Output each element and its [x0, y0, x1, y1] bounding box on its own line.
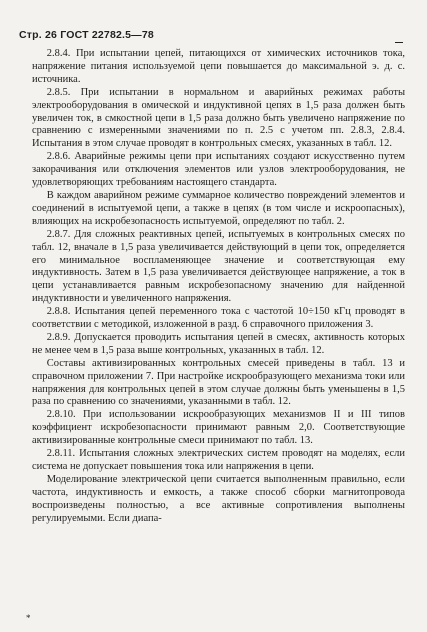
paragraph-2-8-4: 2.8.4. При испытании цепей, питающихся от химических источников тока, напряжение питания используемой цепи повышается до максимальной э. д. с. источника. — [32, 48, 405, 85]
page-header — [19, 29, 154, 41]
paragraph-2-8-8: 2.8.8. Испытания цепей переменного тока с частотой 10÷150 кГц проводят в соответствии с методикой, изложенной в разд. 6 справочного приложения 3. — [32, 306, 405, 331]
paragraph-2-8-11: 2.8.11. Испытания сложных электрических систем проводят на моделях, если система не допускает повышения тока или напряжения в цепи. — [32, 448, 405, 472]
paragraph-modeling: Моделирование электрической цепи считается выполненным правильно, если частота, индуктивность и емкость, а также способ сборки магнитопровода воспроизведены полностью, а все активные сопротивления выполнены регулируемыми. Если диапа- — [32, 473, 405, 524]
margin-mark: * — [26, 613, 31, 623]
standard-number: ГОСТ 22782.5—78 — [60, 29, 154, 41]
paragraph-mixtures: Составы активизированных контрольных смесей приведены в табл. 13 и справочном приложении 7. При настройке искрообразующего механизма токи или напряжения для контрольных цепей в этом случае должны быть уменьшены в 1,5 раза по сравнению со значениями, указанными в табл. 12. — [32, 357, 405, 408]
body-text — [32, 48, 405, 526]
paragraph-2-8-5: 2.8.5. При испытании в нормальном и аварийных режимах работы электрооборудования в омической и индуктивной цепях в 1,5 раза должен быть увеличен ток, в смкостной цепи в 1,5 раза должно быть увеличено напряжение по сравнению с измеренными значениями по п. 2.5 с учетом пп. 2.8.3, 2.8.4. Испытания в этом случае проводят в контрольных смесях, указанных в табл. 12. — [32, 86, 405, 150]
paragraph-emergency-modes: В каждом аварийном режиме суммарное количество повреждений элементов и соединений в испытуемой цепи, а также в цепях (в том числе и искроопасных), влияющих на искробезопасность испытуемой, определяют по табл. 2. — [32, 189, 405, 227]
paragraph-2-8-7: 2.8.7. Для сложных реактивных цепей, испытуемых в контрольных смесях по табл. 12, вначале в 1,5 раза увеличивается действующий в цепи ток, определяется его минимальное воспламеняющее значение и соответствующая ему индуктивность. Затем в 1,5 раза увеличивается действующее напряжение, а ток в цепи устанавливается равным искробезопасному значению для найденной индуктивности и увеличенного напряжения. — [32, 228, 405, 305]
header-dash — [395, 42, 403, 43]
paragraph-2-8-10: 2.8.10. При использовании искрообразующих механизмов II и III типов коэффициент искробезопасности принимают равным 2,0. Соответствующие активизированные контрольные смеси принимают по табл. 13. — [32, 409, 405, 447]
paragraph-2-8-6: 2.8.6. Аварийные режимы цепи при испытаниях создают искусственно путем закорачивания или отключения элементов или узлов электрооборудования, не удовлетворяющих требованиям настоящего стандарта. — [32, 151, 405, 189]
page-number: Стр. 26 — [19, 29, 58, 41]
paragraph-2-8-9: 2.8.9. Допускается проводить испытания цепей в смесях, активность которых не менее чем в 1,5 раза выше контрольных, указанных в табл. 12. — [32, 331, 405, 356]
